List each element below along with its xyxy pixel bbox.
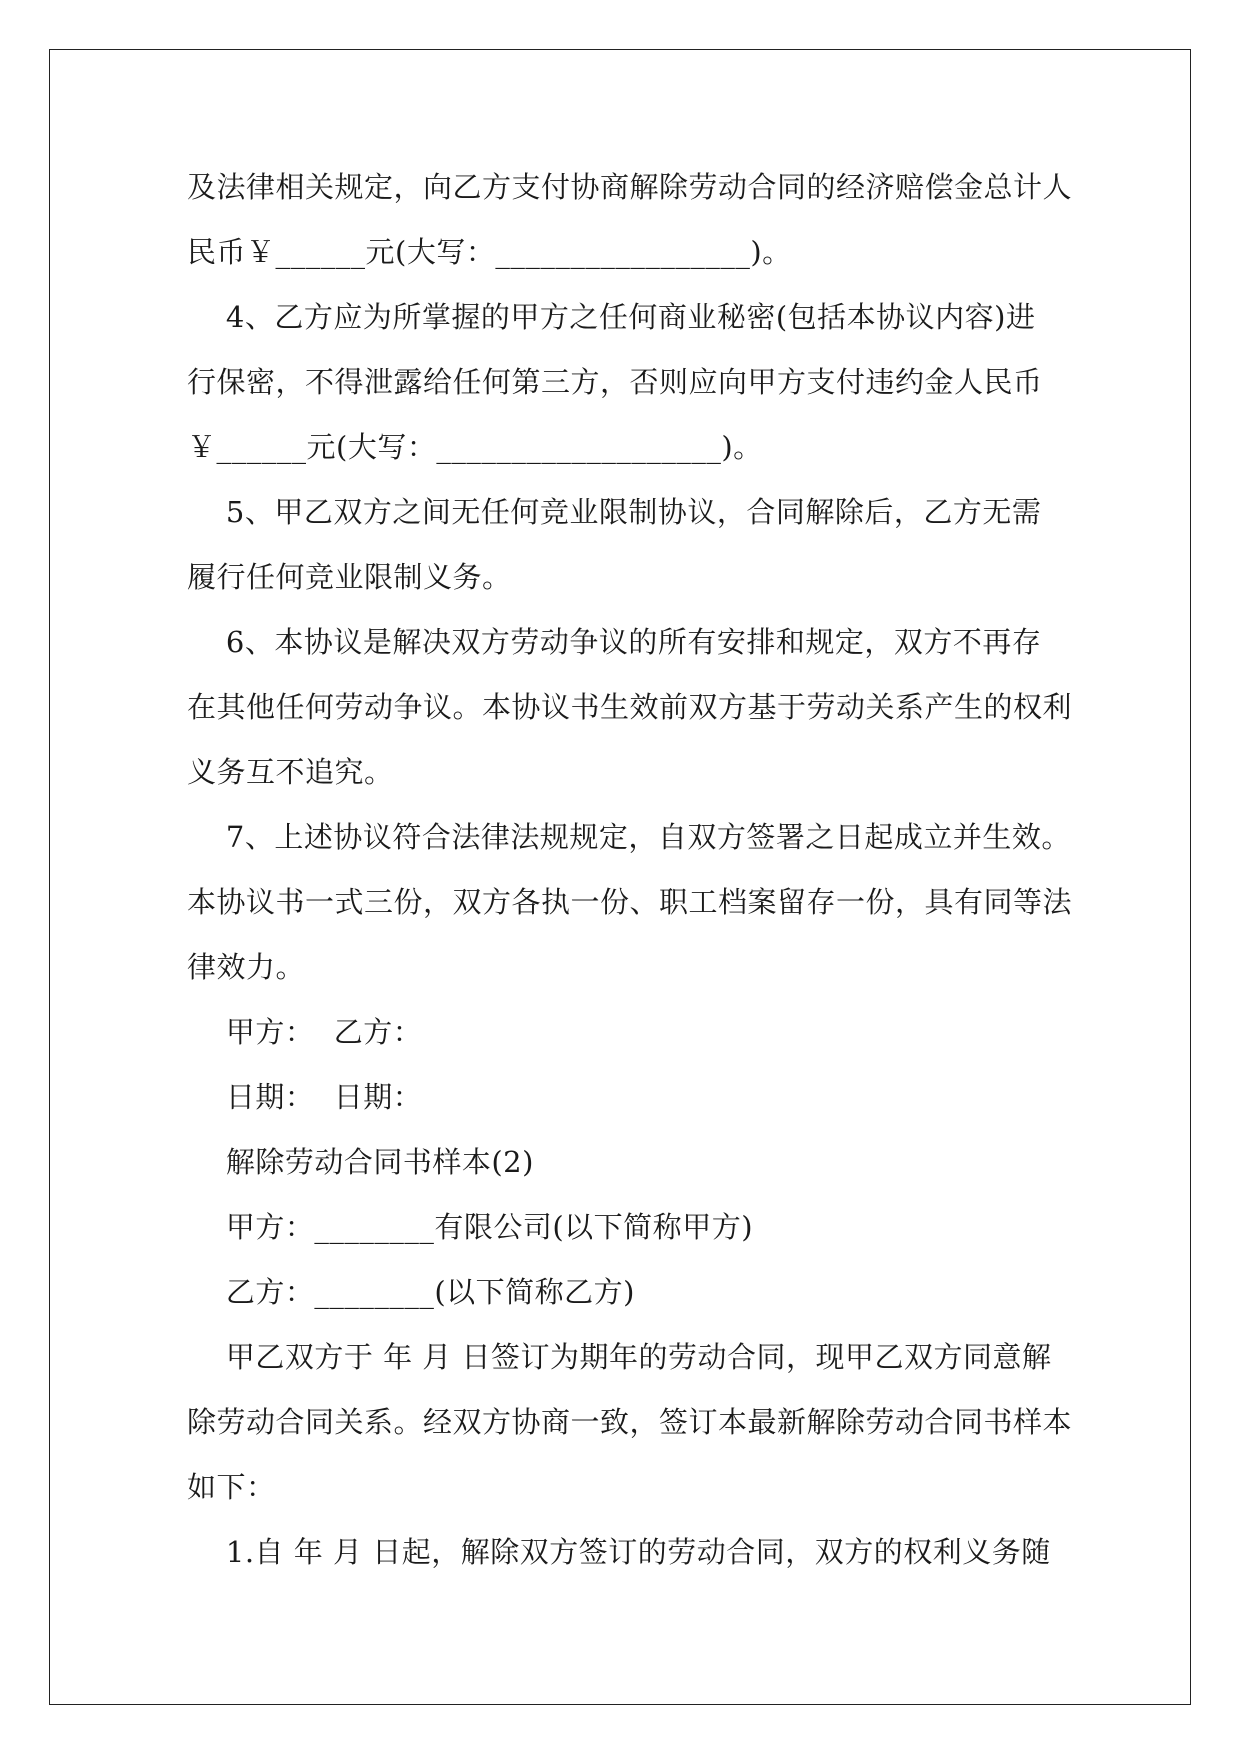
text-line: 律效力。 [187,950,306,984]
section-title: 解除劳动合同书样本(2) [187,1145,534,1179]
party-b-line: 乙方：________(以下简称乙方) [187,1275,636,1309]
signature-party-line: 甲方： 乙方： [187,1015,423,1049]
text-line: 在其他任何劳动争议。本协议书生效前双方基于劳动关系产生的权利 [187,690,1073,724]
text-line: 如下： [187,1470,276,1504]
text-line: 本协议书一式三份，双方各执一份、职工档案留存一份，具有同等法 [187,885,1073,919]
party-a-line: 甲方：________有限公司(以下简称甲方) [187,1210,754,1244]
text-line: ￥______元(大写：___________________)。 [187,430,763,464]
text-line: 除劳动合同关系。经双方协商一致，签订本最新解除劳动合同书样本 [187,1405,1073,1439]
text-line: 7、上述协议符合法律法规规定，自双方签署之日起成立并生效。 [187,820,1071,854]
text-line: 1.自 年 月 日起，解除双方签订的劳动合同，双方的权利义务随 [187,1535,1051,1569]
text-line: 义务互不追究。 [187,755,394,789]
signature-date-line: 日期： 日期： [187,1080,423,1114]
text-line: 行保密，不得泄露给任何第三方，否则应向甲方支付违约金人民币 [187,365,1043,399]
text-line: 履行任何竞业限制义务。 [187,560,512,594]
text-line: 及法律相关规定，向乙方支付协商解除劳动合同的经济赔偿金总计人 [187,170,1073,204]
text-line: 6、本协议是解决双方劳动争议的所有安排和规定，双方不再存 [187,625,1042,659]
text-line: 5、甲乙双方之间无任何竞业限制协议，合同解除后，乙方无需 [187,495,1042,529]
text-line: 甲乙双方于 年 月 日签订为期年的劳动合同，现甲乙双方同意解 [187,1340,1052,1374]
document-body [187,155,1073,1585]
text-line: 4、乙方应为所掌握的甲方之任何商业秘密(包括本协议内容)进 [187,300,1036,334]
text-line: 民币￥______元(大写：_________________)。 [187,235,792,269]
